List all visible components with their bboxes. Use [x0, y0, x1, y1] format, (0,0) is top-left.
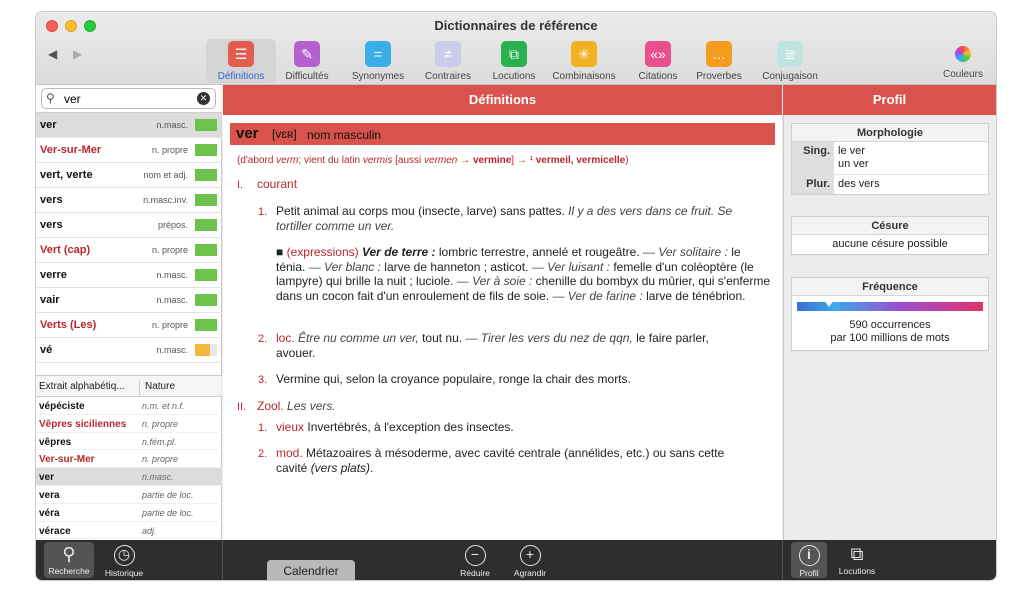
word-entry: Ver-sur-Mer [40, 144, 102, 156]
alpha-word: vera [39, 489, 60, 501]
toolbar-label: Synonymes [351, 71, 405, 82]
toolbar-definitions-button[interactable] [206, 39, 276, 83]
word-entry: vair [40, 294, 60, 306]
alpha-nature: partie de loc. [142, 489, 194, 500]
word-entry: Vert (cap) [40, 244, 91, 256]
frequency-box [791, 277, 989, 351]
toolbar-label: Difficultés [285, 71, 329, 82]
entry-header [230, 123, 775, 145]
definitions-header: Définitions [223, 85, 782, 115]
cesure-title: Césure [792, 217, 988, 235]
profil-label: Profil [799, 568, 819, 578]
word-nature: n. propre [151, 145, 188, 155]
morphology-title: Morphologie [792, 124, 988, 142]
frequency-bar [195, 319, 217, 331]
toolbar-label: Proverbes [696, 71, 742, 82]
plural-row [792, 175, 988, 194]
morphology-box [791, 123, 989, 195]
word-list-row[interactable] [36, 238, 222, 263]
alpha-list-row[interactable] [36, 486, 222, 504]
toolbar-proverbes-button[interactable] [684, 39, 754, 83]
word-entry: vé [40, 344, 53, 356]
alpha-col-word-header[interactable]: Extrait alphabétiq... [39, 381, 125, 392]
speech-bubble-icon: … [706, 41, 732, 67]
asterisk-icon: ✳ [571, 41, 597, 67]
link-vermeil[interactable]: vermeil, vermicelle [535, 155, 626, 166]
alpha-nature: n. propre [142, 454, 179, 465]
word-list-row[interactable] [36, 213, 222, 238]
word-list-row[interactable] [36, 188, 222, 213]
cesure-value: aucune césure possible [832, 238, 948, 250]
definition-2: loc. Être nu comme un ver, tout nu. — Tirer les vers du nez de qqn, le faire parler, avouer. [276, 331, 709, 360]
historique-label: Historique [104, 568, 144, 578]
alpha-nature: adj. [142, 525, 157, 536]
word-list-row[interactable] [36, 138, 222, 163]
search-bar [36, 85, 222, 113]
colors-label: Couleurs [942, 69, 984, 80]
singular-row [792, 142, 988, 175]
overlap-squares-icon: ⧉ [501, 41, 527, 67]
frequency-bar [195, 344, 217, 356]
frequency-bar [195, 144, 217, 156]
word-entry: Verts (Les) [40, 319, 97, 331]
app-window [36, 12, 996, 580]
zool-definition-2: mod. Métazoaires à mésoderme, avec cavité centrale (annélides, etc.) ou sans cette cavité (vers plats). [276, 446, 725, 475]
calendrier-tab[interactable]: Calendrier [267, 560, 355, 580]
not-equal-icon: ≠ [435, 41, 461, 67]
alpha-word: Vêpres siciliennes [39, 418, 127, 430]
toolbar-label: Définitions [217, 71, 265, 82]
toolbar-conjugaison-button[interactable] [752, 39, 828, 83]
headword: ver [236, 125, 259, 142]
frequency-line-2: par 100 millions de mots [830, 332, 950, 344]
frequency-bar [195, 119, 217, 131]
alpha-list [36, 397, 222, 540]
overlap-squares-icon: ⧉ [850, 544, 864, 564]
alpha-list-row[interactable] [36, 504, 222, 522]
search-field[interactable] [41, 88, 216, 109]
word-entry: vers [40, 219, 63, 231]
magnifier-icon: ⚲ [62, 544, 76, 564]
alpha-list-row[interactable] [36, 522, 222, 540]
clear-search-icon[interactable]: ✕ [197, 92, 210, 105]
word-nature: prépos. [157, 220, 188, 230]
alpha-word: ver [39, 472, 55, 484]
frequency-bar [195, 194, 217, 206]
frequency-gauge [797, 302, 983, 311]
frequency-line-1: 590 occurrences [849, 319, 931, 331]
grammatical-category: nom masculin [307, 128, 382, 142]
singular-label: Sing. [792, 142, 834, 174]
toolbar-label: Conjugaison [762, 71, 818, 82]
toolbar-label: Combinaisons [552, 71, 616, 82]
word-nature: n. propre [151, 245, 188, 255]
toolbar-label: Citations [638, 71, 678, 82]
alpha-word: vépéciste [39, 401, 85, 412]
title-bar [36, 12, 996, 85]
word-list-row[interactable] [36, 338, 222, 363]
section-1-label: courant [257, 177, 298, 191]
conjugation-table-icon: ≣ [777, 41, 803, 67]
word-entry: ver [40, 119, 57, 131]
section-1-number: I. [237, 179, 244, 191]
word-list-row[interactable] [36, 288, 222, 313]
phonetic: [vɛʀ] [272, 127, 297, 141]
alpha-nature: n.masc. [142, 472, 174, 483]
square-bullet-icon: ■ [276, 245, 287, 259]
word-nature: n. propre [151, 320, 188, 330]
window-title: Dictionnaires de référence [434, 18, 598, 33]
list-icon: ☰ [228, 41, 254, 67]
def-3-number: 3. [258, 374, 268, 386]
recherche-label: Recherche [48, 566, 90, 576]
profile-header: Profil [783, 85, 996, 115]
clock-icon: ◷ [114, 545, 135, 566]
word-entry: verre [40, 269, 67, 281]
word-list [36, 113, 222, 375]
search-input[interactable] [64, 91, 184, 106]
profil-button[interactable] [791, 542, 827, 578]
minus-circle-icon: − [465, 545, 486, 566]
zool-2-number: 2. [258, 448, 268, 460]
word-list-row[interactable] [36, 113, 222, 138]
word-list-row[interactable] [36, 263, 222, 288]
agrandir-button[interactable] [507, 542, 553, 578]
word-entry: vert, verte [40, 169, 93, 181]
word-nature: n.masc. [156, 295, 188, 305]
definitions-pane [223, 115, 782, 540]
zool-1-number: 1. [258, 422, 268, 434]
alpha-nature: n.fém.pl. [142, 436, 177, 447]
back-arrow-icon[interactable]: ◀ [48, 47, 58, 61]
reduire-label: Réduire [460, 568, 490, 578]
alpha-list-header [36, 375, 222, 397]
info-icon: i [799, 545, 820, 566]
expressions-block: ■ (expressions) Ver de terre : lombric terrestre, annelé et rougeâtre. — Ver solitaire : le ténia. — Ver blanc : larve de hanneton ; asticot. — Ver luisant : femelle d'un coléoptère (le lampyre) qui brille la nuit ; luciole. — Ver à soie : chenille du bombyx du mûrier, qui s'enferme dans un cocon fait d'un enroulement de fils de soie. — Ver de farine : larve de ténébrion. [276, 245, 771, 303]
alpha-nature: n.m. et n.f. [142, 401, 185, 411]
reduire-button[interactable] [453, 542, 497, 578]
toolbar-combinaisons-button[interactable] [544, 39, 624, 83]
def-2-number: 2. [258, 333, 268, 345]
toolbar-label: Contraires [424, 71, 472, 82]
definition-3: Vermine qui, selon la croyance populaire, ronge la chair des morts. [276, 372, 631, 386]
plus-circle-icon: + [520, 545, 541, 566]
pencil-icon: ✎ [294, 41, 320, 67]
toolbar-locutions-button[interactable] [479, 39, 549, 83]
toolbar-synonymes-button[interactable] [343, 39, 413, 83]
alpha-nature: partie de loc. [142, 507, 194, 518]
frequency-marker [824, 300, 834, 307]
word-nature: n.masc. [156, 270, 188, 280]
locutions-bottom-button[interactable] [834, 542, 880, 578]
plural-form: des vers [838, 178, 880, 190]
word-entry: vers [40, 194, 63, 206]
frequency-bar [195, 219, 217, 231]
frequency-title: Fréquence [792, 278, 988, 296]
word-nature: nom et adj. [143, 170, 188, 180]
historique-button[interactable] [98, 542, 150, 578]
word-list-row[interactable] [36, 163, 222, 188]
toolbar-contraires-button[interactable] [413, 39, 483, 83]
recherche-button[interactable] [44, 542, 94, 578]
equals-icon: = [365, 41, 391, 67]
quotes-icon: «» [645, 41, 671, 67]
forward-arrow-icon[interactable]: ▶ [73, 47, 83, 61]
alpha-list-row[interactable] [36, 450, 222, 468]
singular-form-2: un ver [838, 158, 869, 170]
alpha-word: vérace [39, 525, 71, 537]
section-2-number: II. [237, 401, 247, 413]
plural-label: Plur. [792, 175, 834, 194]
alpha-word: Ver-sur-Mer [39, 454, 95, 466]
alpha-list-row[interactable] [36, 468, 222, 486]
definition-1: Petit animal au corps mou (insecte, larve) sans pattes. Il y a des vers dans ce fruit. Se tortiller comme un ver. [276, 204, 733, 233]
def-1-number: 1. [258, 206, 268, 218]
word-nature: n.masc. [156, 120, 188, 130]
word-list-row[interactable] [36, 313, 222, 338]
frequency-bar [195, 169, 217, 181]
alpha-list-row[interactable] [36, 415, 222, 433]
word-nature: n.masc. [156, 345, 188, 355]
cesure-box [791, 216, 989, 255]
left-pane [36, 85, 222, 540]
frequency-bar [195, 269, 217, 281]
frequency-bar [195, 244, 217, 256]
toolbar-citations-button[interactable] [623, 39, 693, 83]
colors-button[interactable] [933, 39, 993, 83]
etymology: (d'abord verm; vient du latin vermis [aussi vermen → vermine] → ¹ vermeil, vermicelle) [237, 155, 629, 166]
link-vermine[interactable]: vermine [472, 155, 512, 166]
locutions-bottom-label: Locutions [838, 566, 876, 576]
toolbar-label: Locutions [492, 71, 536, 82]
profile-pane [783, 115, 996, 540]
alpha-list-row[interactable] [36, 433, 222, 451]
color-wheel-icon [955, 46, 971, 62]
alpha-nature: n. propre [142, 418, 179, 429]
bottom-bar [36, 540, 996, 580]
alpha-col-nature-header[interactable]: Nature [139, 381, 175, 397]
agrandir-label: Agrandir [513, 568, 547, 578]
alpha-list-row[interactable] [36, 397, 222, 415]
section-2-label: Zool. Les vers. [257, 399, 336, 413]
word-nature: n.masc.inv. [143, 195, 188, 205]
alpha-word: véra [39, 507, 60, 519]
alpha-word: vêpres [39, 436, 72, 448]
toolbar-difficultes-button[interactable] [272, 39, 342, 83]
zool-definition-1: vieux Invertébrés, à l'exception des insectes. [276, 420, 514, 434]
singular-form-1: le ver [838, 145, 865, 157]
frequency-bar [195, 294, 217, 306]
search-icon: ⚲ [46, 91, 55, 105]
